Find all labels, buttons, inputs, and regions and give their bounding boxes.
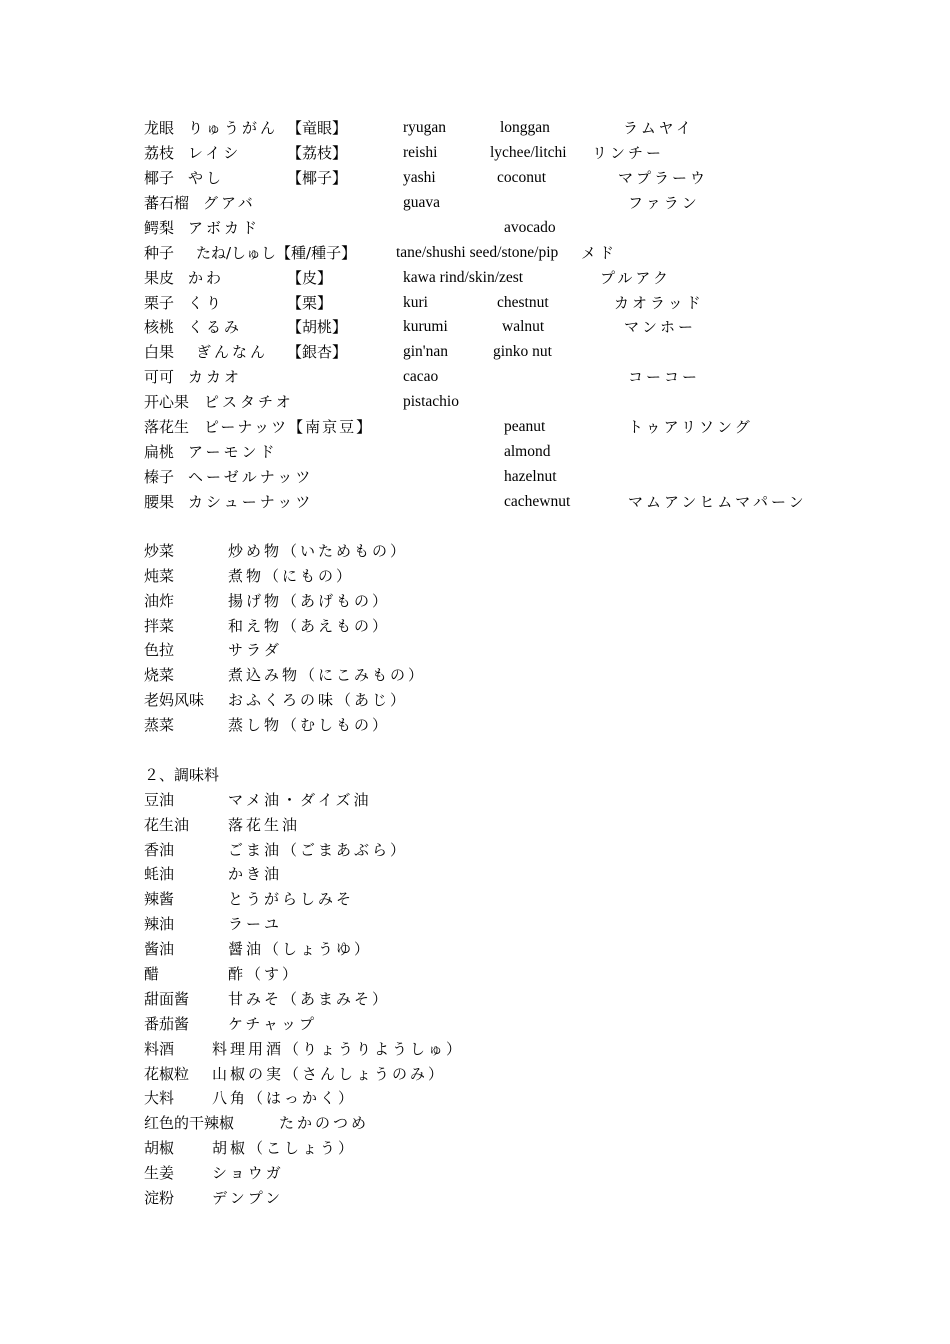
fruit-kanji: 【栗】 [287,294,333,312]
fruit-romaji: tane/shushi seed/stone/pip [396,244,559,261]
fruit-kana: かわ [188,269,225,287]
fruit-zh: 荔枝 [144,144,175,162]
fruit-romaji: ryugan [403,119,447,136]
fruit-kana: やし [188,169,225,187]
dish-jp: 蒸し物（むしもの） [228,716,391,734]
seasoning-zh: 醋 [144,965,160,983]
seasoning-jp: 料理用酒（りょうりようしゅ） [212,1040,465,1058]
fruit-thai-kana: リンチー [592,144,665,162]
seasoning-jp: マメ油・ダイズ油 [228,791,372,809]
seasoning-jp: ショウガ [212,1164,284,1182]
fruit-thai-kana: メド [581,244,618,262]
section-heading: ２、調味料 [144,766,220,784]
fruit-zh: 蕃石榴 [144,194,190,212]
fruit-romaji: kuri [403,294,428,311]
fruit-english: cachewnut [504,493,571,510]
dish-jp: 和え物（あえもの） [228,617,391,635]
fruit-romaji: reishi [403,144,438,161]
fruit-thai-kana: マムアンヒムマパーン [628,493,807,511]
fruit-thai-kana: トゥアリソング [628,418,753,436]
fruit-kana: レイシ [188,144,242,162]
dish-zh: 油炸 [144,592,175,610]
dish-jp: 煮物（にもの） [228,567,355,585]
fruit-english: chestnut [497,294,549,311]
seasoning-zh: 料酒 [144,1040,175,1058]
fruit-kana: くるみ [188,318,243,336]
fruit-zh: 榛子 [144,468,175,486]
fruit-english: longgan [500,119,550,136]
seasoning-zh: 辣油 [144,915,175,933]
fruit-thai-kana: ラムヤイ [623,119,694,137]
fruit-english: lychee/litchi [490,144,567,161]
dish-jp: 炒め物（いためもの） [228,542,409,560]
fruit-english: coconut [497,169,547,186]
seasoning-zh: 胡椒 [144,1139,175,1157]
seasoning-jp: デンプン [212,1189,284,1207]
fruit-english: ginko nut [493,343,552,360]
fruit-kana: アボカド [188,219,261,237]
fruit-kana: ピーナッツ【南京豆】 [204,418,374,436]
fruit-thai-kana: ファラン [628,194,700,212]
seasoning-jp: ケチャップ [228,1015,317,1033]
dish-jp: サラダ [228,641,282,659]
fruit-kanji: 【胡桃】 [287,318,348,336]
fruit-romaji: gin'nan [403,343,448,360]
seasoning-jp: かき油 [228,865,283,883]
fruit-kana: ヘーゼルナッツ [188,468,314,486]
dish-zh: 炖菜 [144,567,175,585]
fruit-zh: 龙眼 [144,119,175,137]
fruit-zh: 扁桃 [144,443,175,461]
fruit-romaji: kurumi [403,318,448,335]
fruit-english: avocado [504,219,556,236]
seasoning-zh: 辣酱 [144,890,175,908]
seasoning-jp: 醤油（しょうゆ） [228,940,373,958]
fruit-zh: 开心果 [144,393,190,411]
fruit-thai-kana: コーコー [628,368,701,386]
seasoning-zh: 花椒粒 [144,1065,190,1083]
fruit-kanji: 【椰子】 [287,169,348,187]
seasoning-jp: 山椒の実（さんしょうのみ） [212,1065,447,1083]
fruit-kana: アーモンド [188,443,278,461]
seasoning-zh: 香油 [144,841,175,859]
fruit-kanji: 【竜眼】 [287,119,348,137]
fruit-kana: りゅうがん [188,119,279,137]
dish-zh: 色拉 [144,641,175,659]
fruit-english: almond [504,443,551,460]
seasoning-jp: 胡椒（こしょう） [212,1139,357,1157]
fruit-kana: グアバ [203,194,256,212]
fruit-kana: カカオ [188,368,243,386]
fruit-romaji: guava [403,194,441,211]
fruit-zh: 核桃 [144,318,175,336]
dish-zh: 蒸菜 [144,716,175,734]
seasoning-zh: 花生油 [144,816,190,834]
fruit-zh: 腰果 [144,493,175,511]
dish-jp: おふくろの味（あじ） [228,691,409,709]
fruit-zh: 白果 [144,343,175,361]
fruit-romaji: cacao [403,368,439,385]
seasoning-zh: 生姜 [144,1164,175,1182]
dish-jp: 煮込み物（にこみもの） [228,666,427,684]
seasoning-jp: たかのつめ [279,1114,370,1132]
seasoning-zh: 酱油 [144,940,175,958]
fruit-kanji: 【皮】 [287,269,333,287]
fruit-romaji: kawa rind/skin/zest [403,269,524,286]
seasoning-jp: 八角（はっかく） [212,1089,357,1107]
seasoning-jp: とうがらしみそ [228,890,355,908]
fruit-kana: ピスタチオ [204,393,294,411]
seasoning-zh: 淀粉 [144,1189,175,1207]
fruit-zh: 椰子 [144,169,175,187]
seasoning-jp: 酢（す） [228,965,301,983]
fruit-english: walnut [502,318,545,335]
fruit-kana: カシューナッツ [188,493,314,511]
fruit-zh: 果皮 [144,269,175,287]
dish-zh: 炒菜 [144,542,175,560]
fruit-kana: くり [188,294,225,312]
seasoning-zh: 红色的干辣椒 [144,1114,235,1132]
seasoning-zh: 大料 [144,1089,175,1107]
seasoning-jp: 落花生油 [228,816,301,834]
seasoning-zh: 番茄酱 [144,1015,190,1033]
fruit-thai-kana: カオラッド [614,294,704,312]
seasoning-zh: 甜面酱 [144,990,190,1008]
dish-zh: 烧菜 [144,666,175,684]
fruit-zh: 鳄梨 [144,219,175,237]
fruit-romaji: yashi [403,169,436,186]
fruit-zh: 落花生 [144,418,190,436]
fruit-kanji: 【荔枝】 [287,144,348,162]
fruit-english: hazelnut [504,468,557,485]
dish-zh: 老妈风味 [144,691,205,709]
fruit-thai-kana: プルアク [600,269,671,287]
seasoning-jp: 甘みそ（あまみそ） [228,990,391,1008]
fruit-zh: 可可 [144,368,175,386]
dish-zh: 拌菜 [144,617,175,635]
seasoning-jp: ごま油（ごまあぶら） [228,841,409,859]
fruit-kana: ぎんなん [196,343,269,361]
seasoning-zh: 蚝油 [144,865,175,883]
fruit-thai-kana: マプラーウ [618,169,709,187]
fruit-romaji: pistachio [403,393,459,410]
fruit-thai-kana: マンホー [624,318,697,336]
fruit-english: peanut [504,418,546,435]
fruit-zh: 栗子 [144,294,175,312]
fruit-kanji: 【銀杏】 [287,343,348,361]
fruit-zh: 种子 [144,244,175,262]
seasoning-zh: 豆油 [144,791,175,809]
dish-jp: 揚げ物（あげもの） [228,592,391,610]
fruit-kana: たね/しゅし【種/種子】 [196,244,357,262]
seasoning-jp: ラーユ [228,915,283,933]
